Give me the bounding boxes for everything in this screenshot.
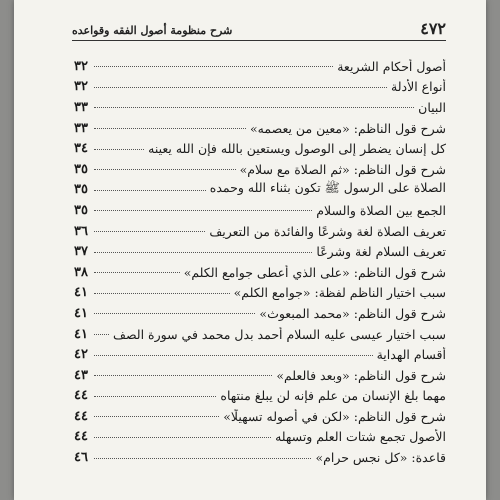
toc-entry <box>74 447 446 468</box>
toc-entry <box>74 180 446 201</box>
dot-leader <box>94 415 219 417</box>
dot-leader <box>94 354 373 356</box>
dot-leader <box>94 436 271 438</box>
toc-entry-page-number: ٣٦ <box>74 223 88 239</box>
dot-leader <box>94 86 387 88</box>
dot-leader <box>94 106 414 108</box>
toc-entry <box>74 283 446 304</box>
toc-entry-title: أقسام الهداية <box>376 347 446 363</box>
toc-entry <box>74 406 446 427</box>
dot-leader <box>94 333 109 335</box>
toc-entry-title: تعريف الصلاة لغة وشرعًا والفائدة من التعريف <box>209 223 446 239</box>
toc-entry <box>74 221 446 242</box>
toc-entry-title: أصول أحكام الشريعة <box>337 58 446 74</box>
toc-entry-title: شرح قول الناظم: «على الذي أعطى جوامع الكلم» <box>183 264 446 280</box>
toc-entry-title: قاعدة: «كل نجس حرام» <box>315 450 446 466</box>
toc-entry <box>74 138 446 159</box>
toc-entry-title: شرح قول الناظم: «معين من يعصمه» <box>250 120 446 136</box>
toc-entry-page-number: ٣٣ <box>74 99 88 115</box>
toc-entry-page-number: ٣٥ <box>74 182 88 198</box>
toc-entry-page-number: ٤١ <box>74 326 88 342</box>
toc-entry-page-number: ٤١ <box>74 305 88 321</box>
toc-entry-title: مهما بلغ الإنسان من علم فإنه لن يبلغ منتهاه <box>220 388 446 404</box>
toc-entry-page-number: ٤٤ <box>74 408 88 424</box>
dot-leader <box>94 271 180 273</box>
toc-entry-page-number: ٤١ <box>74 285 88 301</box>
toc-entry-page-number: ٤٤ <box>74 429 88 445</box>
book-page <box>14 0 486 500</box>
toc-entry <box>74 77 446 98</box>
toc-entry-title: شرح قول الناظم: «ثم الصلاة مع سلام» <box>239 161 446 177</box>
dot-leader <box>94 65 333 67</box>
dot-leader <box>94 189 206 191</box>
toc-entry <box>74 159 446 180</box>
toc-entry <box>74 344 446 365</box>
toc-entry-title: سبب اختيار الناظم لفظة: «جوامع الكلم» <box>233 285 446 301</box>
toc-entry-page-number: ٣٣ <box>74 120 88 136</box>
toc-entry-page-number: ٣٢ <box>74 58 88 74</box>
dot-leader <box>94 209 312 211</box>
toc-entry <box>74 262 446 283</box>
toc-entry-page-number: ٤٣ <box>74 367 88 383</box>
toc-entry <box>74 97 446 118</box>
toc-entry-page-number: ٣٤ <box>74 141 88 157</box>
toc-entry-page-number: ٣٢ <box>74 79 88 95</box>
toc-entry-title: شرح قول الناظم: «وبعد فالعلم» <box>276 367 446 383</box>
toc-entry <box>74 56 446 77</box>
toc-entry-title: تعريف السلام لغة وشرعًا <box>316 244 446 260</box>
dot-leader <box>94 292 230 294</box>
toc-entry-page-number: ٤٦ <box>74 450 88 466</box>
toc-entry <box>74 303 446 324</box>
toc-entry-title: البيان <box>418 99 446 115</box>
toc-entry-page-number: ٣٥ <box>74 161 88 177</box>
dot-leader <box>94 395 216 397</box>
dot-leader <box>94 230 205 232</box>
dot-leader <box>94 127 246 129</box>
toc-entry-page-number: ٣٥ <box>74 202 88 218</box>
toc-entry-title: سبب اختيار عيسى عليه السلام أحمد بدل محمد في سورة الصف <box>113 326 446 342</box>
toc-entry <box>74 241 446 262</box>
dot-leader <box>94 312 255 314</box>
toc-entry-title: كل إنسان يضطر إلى الوصول ويستعين بالله فإن الله يعينه <box>148 141 446 157</box>
dot-leader <box>94 374 272 376</box>
toc-entry-title: أنواع الأدلة <box>391 79 446 95</box>
toc-entry <box>74 200 446 221</box>
toc-entry-page-number: ٣٨ <box>74 264 88 280</box>
table-of-contents <box>74 56 446 468</box>
toc-entry <box>74 427 446 448</box>
toc-entry-title: الصلاة على الرسول ﷺ تكون بثناء الله وحمده <box>209 180 446 196</box>
toc-entry-title: الجمع بين الصلاة والسلام <box>316 202 446 218</box>
toc-entry-title: شرح قول الناظم: «لكن في أصوله تسهيلًا» <box>223 408 446 424</box>
toc-entry-page-number: ٤٢ <box>74 347 88 363</box>
toc-entry-title: شرح قول الناظم: «محمد المبعوث» <box>259 305 446 321</box>
running-title: شرح منظومة أصول الفقه وقواعده <box>72 24 233 37</box>
page-header <box>72 18 446 41</box>
toc-entry <box>74 386 446 407</box>
toc-entry <box>74 324 446 345</box>
toc-entry-page-number: ٣٧ <box>74 244 88 260</box>
toc-entry-page-number: ٤٤ <box>74 388 88 404</box>
dot-leader <box>94 148 144 150</box>
dot-leader <box>94 251 312 253</box>
dot-leader <box>94 168 236 170</box>
page-number: ٤٧٢ <box>420 19 446 38</box>
toc-entry-title: الأصول تجمع شتات العلم وتسهله <box>275 429 446 445</box>
dot-leader <box>94 457 311 459</box>
toc-entry <box>74 118 446 139</box>
toc-entry <box>74 365 446 386</box>
